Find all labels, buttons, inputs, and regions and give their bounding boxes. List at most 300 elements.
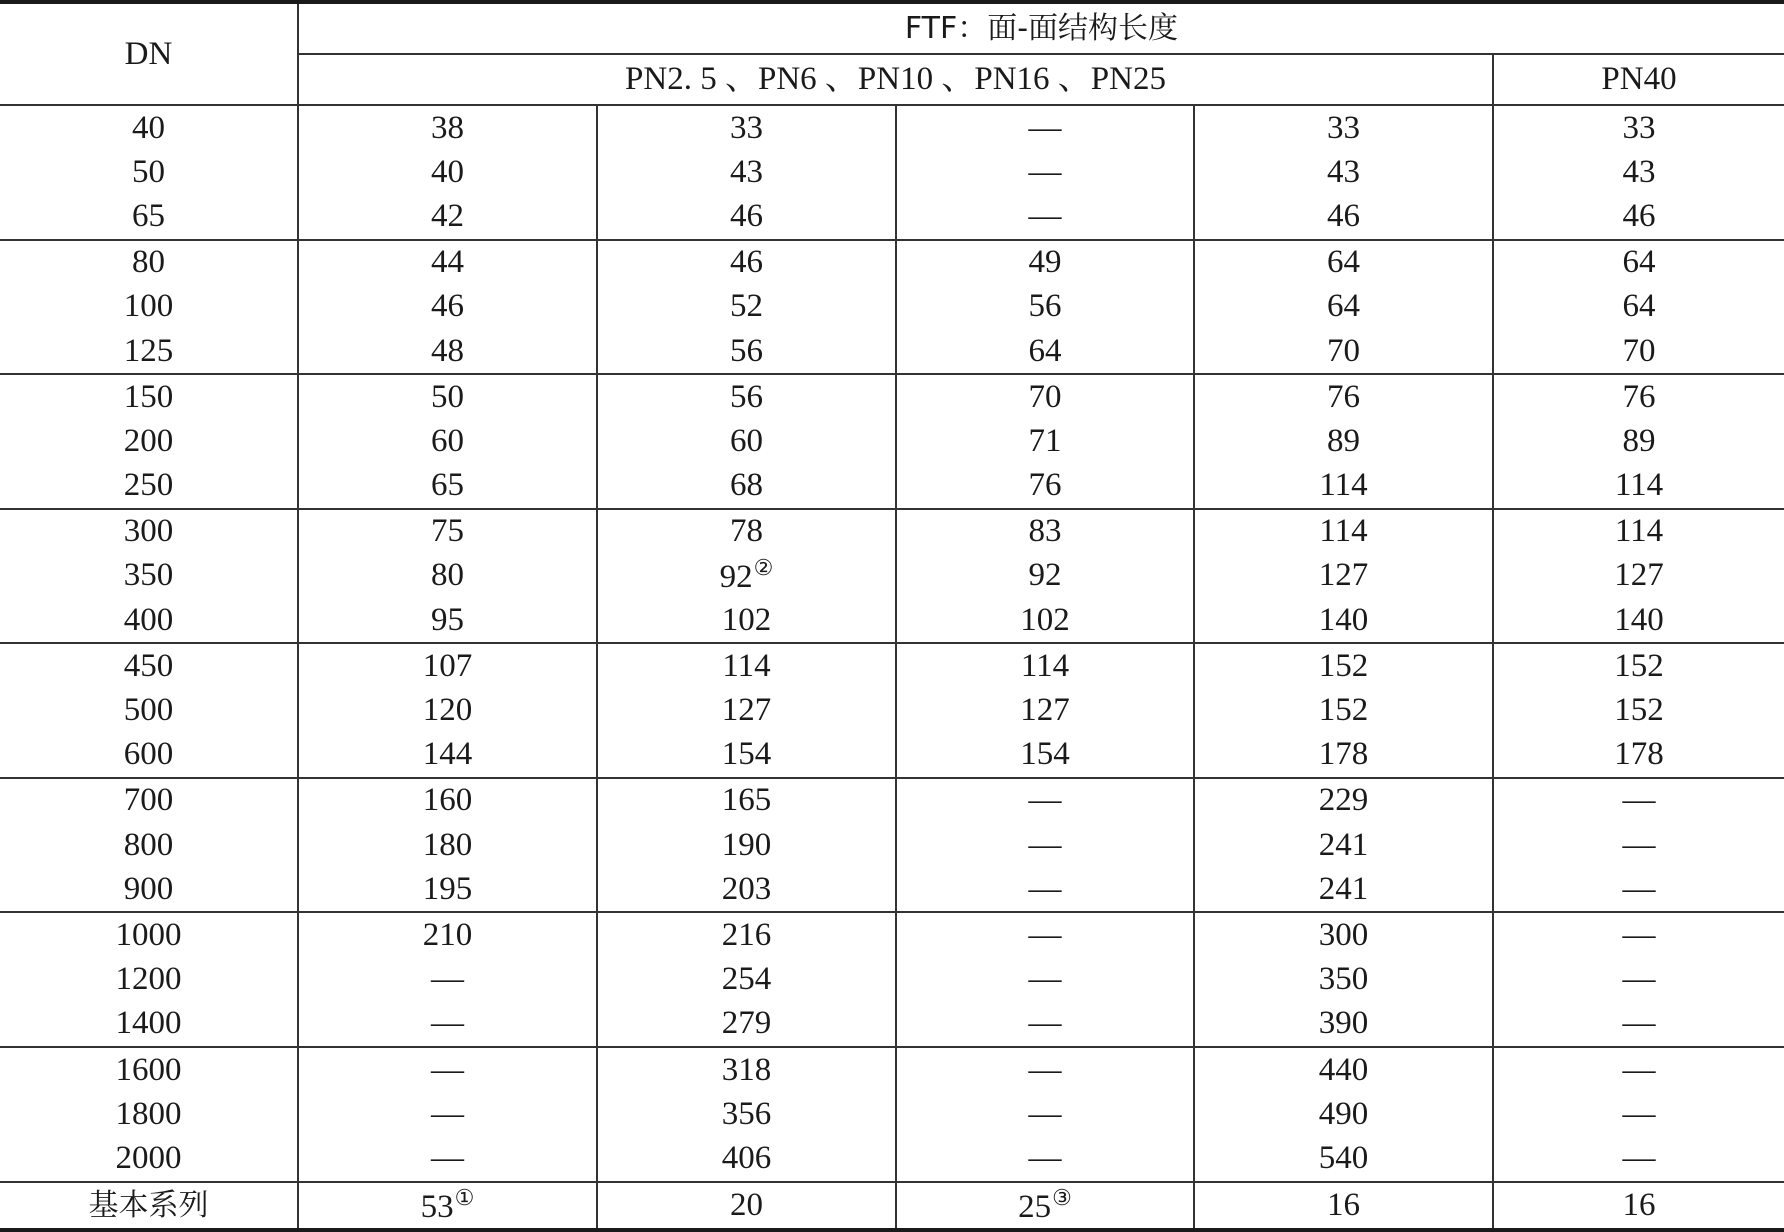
pn40-cell — [1493, 150, 1784, 194]
cell-value: 65 — [132, 197, 165, 234]
cell-value: 33 — [1327, 109, 1360, 146]
ftf-col4-cell — [1194, 150, 1493, 194]
ftf-col1-cell — [298, 1136, 597, 1181]
ftf-header-label: FTF：面-面结构长度 — [904, 11, 1179, 46]
ftf-col3-cell — [896, 688, 1194, 732]
cell-value: 154 — [721, 736, 772, 773]
ftf-col1-cell — [298, 733, 597, 778]
cell-value: — — [1028, 782, 1062, 819]
pn-group-header: PN2. 5 、PN6 、PN10 、PN16 、PN25 — [298, 54, 1493, 105]
ftf-col4-cell — [1194, 329, 1493, 374]
ftf-col3-cell — [896, 867, 1194, 912]
ftf-col4-cell — [1194, 958, 1493, 1002]
dn-cell — [0, 509, 298, 554]
cell-value: 43 — [730, 153, 763, 190]
ftf-col4-cell — [1194, 1002, 1493, 1047]
dn-cell — [0, 240, 298, 285]
ftf-col1-cell — [298, 374, 597, 419]
cell-value: 1600 — [115, 1051, 182, 1088]
ftf-col3-cell — [896, 554, 1194, 598]
ftf-col2-cell — [597, 464, 896, 509]
cell-value: 178 — [1318, 736, 1369, 773]
cell-value: 16 — [1622, 1186, 1656, 1223]
ftf-col4-cell — [1194, 554, 1493, 598]
table-row — [0, 329, 1784, 374]
ftf-col3-cell — [896, 329, 1194, 374]
cell-value: 400 — [123, 601, 174, 638]
cell-value: 178 — [1614, 736, 1664, 773]
ftf-col1-cell — [298, 150, 597, 194]
cell-value: 165 — [721, 782, 772, 819]
cell-value: 33 — [730, 109, 763, 146]
cell-value: 406 — [721, 1139, 772, 1176]
cell-value: 140 — [1614, 601, 1664, 638]
cell-value: 114 — [1319, 513, 1368, 550]
cell-value: 76 — [1327, 378, 1360, 415]
cell-value: 180 — [422, 826, 473, 863]
cell-value: — — [1622, 826, 1656, 863]
ftf-col4-cell — [1194, 419, 1493, 463]
ftf-col2-cell — [597, 554, 896, 598]
cell-value: 500 — [123, 692, 174, 729]
basic-series-value — [1194, 1182, 1493, 1230]
cell-value: 318 — [721, 1051, 772, 1088]
cell-value: 40 — [132, 109, 165, 146]
dn-cell — [0, 733, 298, 778]
cell-value: 76 — [1622, 378, 1656, 415]
dn-cell — [0, 688, 298, 732]
table-row — [0, 1136, 1784, 1181]
table-row — [0, 823, 1784, 867]
ftf-col2-cell — [597, 509, 896, 554]
ftf-header — [298, 2, 1784, 54]
table-row — [0, 1092, 1784, 1136]
cell-value: 900 — [123, 870, 174, 907]
pn40-cell — [1493, 240, 1784, 285]
cell-value: 127 — [1318, 557, 1369, 594]
pn40-cell — [1493, 778, 1784, 823]
cell-value: — — [431, 961, 464, 998]
cell-value: 56 — [1028, 288, 1062, 325]
ftf-col3-cell — [896, 643, 1194, 688]
basic-series-label-text: 基本系列 — [88, 1187, 209, 1223]
ftf-col1-cell — [298, 1092, 597, 1136]
cell-value: 114 — [1319, 467, 1368, 504]
cell-value: — — [431, 1005, 464, 1042]
ftf-col2-cell — [597, 823, 896, 867]
cell-value: — — [1028, 961, 1062, 998]
ftf-col4-cell — [1194, 598, 1493, 643]
ftf-col2-cell — [597, 867, 896, 912]
cell-value: — — [431, 1095, 464, 1132]
cell-value: 102 — [1020, 601, 1070, 638]
cell-value: 100 — [123, 288, 174, 325]
cell-value: 64 — [1622, 288, 1656, 325]
table-row — [0, 374, 1784, 419]
ftf-col1-cell — [298, 643, 597, 688]
cell-value: 350 — [123, 557, 174, 594]
cell-value: 80 — [132, 244, 165, 281]
ftf-col3-cell — [896, 1002, 1194, 1047]
pn40-cell — [1493, 285, 1784, 329]
cell-value: — — [1622, 1005, 1656, 1042]
cell-value: 92 — [1028, 557, 1062, 594]
pn40-cell — [1493, 419, 1784, 463]
cell-value: 64 — [1327, 288, 1360, 325]
cell-value: 71 — [1028, 422, 1062, 459]
ftf-col3-cell — [896, 958, 1194, 1002]
cell-value: 1200 — [115, 961, 182, 998]
table-row — [0, 285, 1784, 329]
ftf-col2-cell — [597, 105, 896, 150]
basic-series-value — [298, 1182, 597, 1230]
footnote-mark: ① — [454, 1184, 475, 1210]
cell-value: 125 — [123, 332, 174, 369]
ftf-col4-cell — [1194, 1136, 1493, 1181]
table-row — [0, 1047, 1784, 1092]
ftf-col2-cell — [597, 912, 896, 957]
cell-value: 700 — [123, 782, 174, 819]
cell-value: 150 — [123, 378, 174, 415]
basic-series-label — [0, 1182, 298, 1230]
ftf-col4-cell — [1194, 778, 1493, 823]
cell-value: 38 — [431, 109, 464, 146]
cell-value: 127 — [1614, 557, 1664, 594]
cell-value: 64 — [1622, 244, 1656, 281]
dn-cell — [0, 867, 298, 912]
ftf-col3-cell — [896, 105, 1194, 150]
basic-series-row — [0, 1182, 1784, 1230]
pn40-cell — [1493, 464, 1784, 509]
cell-value: 43 — [1327, 153, 1360, 190]
ftf-col3-cell — [896, 1092, 1194, 1136]
table-row — [0, 554, 1784, 598]
dn-cell — [0, 464, 298, 509]
ftf-col2-cell — [597, 598, 896, 643]
table-row — [0, 240, 1784, 285]
cell-value: 46 — [1327, 197, 1360, 234]
cell-value: 53 — [420, 1188, 454, 1225]
ftf-col4-cell — [1194, 464, 1493, 509]
cell-value: 2000 — [115, 1139, 182, 1176]
cell-value: 127 — [721, 692, 772, 729]
ftf-col3-cell — [896, 733, 1194, 778]
cell-value: 46 — [730, 197, 763, 234]
ftf-col3-cell — [896, 150, 1194, 194]
cell-value: 102 — [721, 601, 772, 638]
table-row — [0, 150, 1784, 194]
ftf-col1-cell — [298, 464, 597, 509]
ftf-col2-cell — [597, 329, 896, 374]
ftf-col3-cell — [896, 419, 1194, 463]
ftf-col1-cell — [298, 912, 597, 957]
cell-value: 600 — [123, 736, 174, 773]
pn40-cell — [1493, 1002, 1784, 1047]
table-row — [0, 419, 1784, 463]
table-row — [0, 778, 1784, 823]
cell-value: 70 — [1327, 332, 1360, 369]
ftf-col4-cell — [1194, 194, 1493, 239]
cell-value: 203 — [721, 870, 772, 907]
cell-value: 540 — [1318, 1139, 1369, 1176]
cell-value: 52 — [730, 288, 763, 325]
cell-value: — — [1028, 826, 1062, 863]
ftf-col1-cell — [298, 688, 597, 732]
cell-value: 78 — [730, 513, 763, 550]
cell-value: 241 — [1318, 826, 1369, 863]
cell-value: 152 — [1318, 692, 1369, 729]
cell-value: 152 — [1614, 692, 1664, 729]
cell-value: 450 — [123, 647, 174, 684]
dn-cell — [0, 912, 298, 957]
dn-cell — [0, 285, 298, 329]
cell-value: 64 — [1028, 332, 1062, 369]
pn40-cell — [1493, 643, 1784, 688]
dn-cell — [0, 643, 298, 688]
ftf-col1-cell — [298, 598, 597, 643]
table-row — [0, 598, 1784, 643]
dn-cell — [0, 958, 298, 1002]
cell-value: 356 — [721, 1095, 772, 1132]
pn40-cell — [1493, 329, 1784, 374]
ftf-col3-cell — [896, 194, 1194, 239]
dn-cell — [0, 194, 298, 239]
pn40-cell — [1493, 958, 1784, 1002]
cell-value: 114 — [722, 647, 771, 684]
cell-value: — — [1028, 1095, 1062, 1132]
ftf-col2-cell — [597, 1047, 896, 1092]
ftf-col3-cell — [896, 598, 1194, 643]
cell-value: 64 — [1327, 244, 1360, 281]
ftf-col2-cell — [597, 688, 896, 732]
cell-value: 114 — [1614, 513, 1664, 550]
ftf-col1-cell — [298, 194, 597, 239]
cell-value: 76 — [1028, 467, 1062, 504]
cell-value: 89 — [1327, 422, 1360, 459]
ftf-col1-cell — [298, 958, 597, 1002]
cell-value: 350 — [1318, 961, 1369, 998]
table-row — [0, 867, 1784, 912]
dn-cell — [0, 823, 298, 867]
cell-value: 50 — [431, 378, 464, 415]
cell-value: 160 — [422, 782, 473, 819]
ftf-col4-cell — [1194, 733, 1493, 778]
cell-value: 33 — [1622, 109, 1656, 146]
cell-value: — — [1028, 109, 1062, 146]
cell-value: 152 — [1614, 647, 1664, 684]
ftf-col1-cell — [298, 778, 597, 823]
cell-value: 210 — [422, 916, 473, 953]
cell-value: 44 — [431, 244, 464, 281]
cell-value: 195 — [422, 870, 473, 907]
cell-value: 68 — [730, 467, 763, 504]
table-row — [0, 958, 1784, 1002]
dn-header: DN — [0, 2, 298, 105]
pn40-cell — [1493, 1047, 1784, 1092]
cell-value: — — [1622, 782, 1656, 819]
table-row — [0, 509, 1784, 554]
cell-value: 216 — [721, 916, 772, 953]
ftf-col1-cell — [298, 329, 597, 374]
cell-value: — — [1622, 1051, 1656, 1088]
cell-value: 140 — [1318, 601, 1369, 638]
ftf-col1-cell — [298, 105, 597, 150]
cell-value: 120 — [422, 692, 473, 729]
ftf-col4-cell — [1194, 643, 1493, 688]
cell-value: 250 — [123, 467, 174, 504]
pn40-cell — [1493, 867, 1784, 912]
dn-cell — [0, 329, 298, 374]
cell-value: 56 — [730, 378, 763, 415]
cell-value: 60 — [730, 422, 763, 459]
ftf-col3-cell — [896, 823, 1194, 867]
ftf-col4-cell — [1194, 912, 1493, 957]
cell-value: 190 — [721, 826, 772, 863]
cell-value: 16 — [1327, 1186, 1360, 1223]
cell-value: — — [1622, 870, 1656, 907]
table-row — [0, 194, 1784, 239]
ftf-col3-cell — [896, 240, 1194, 285]
ftf-col2-cell — [597, 778, 896, 823]
pn40-cell — [1493, 554, 1784, 598]
cell-value: 279 — [721, 1005, 772, 1042]
ftf-col1-cell — [298, 419, 597, 463]
table-row — [0, 733, 1784, 778]
cell-value: 70 — [1622, 332, 1656, 369]
cell-value: 75 — [431, 513, 464, 550]
pn40-header: PN40 — [1493, 54, 1784, 105]
cell-value: — — [1622, 916, 1656, 953]
cell-value: 43 — [1622, 153, 1656, 190]
pn40-cell — [1493, 509, 1784, 554]
ftf-col1-cell — [298, 285, 597, 329]
ftf-col1-cell — [298, 823, 597, 867]
ftf-col4-cell — [1194, 867, 1493, 912]
basic-series-value — [896, 1182, 1194, 1230]
ftf-col1-cell — [298, 554, 597, 598]
cell-value: 50 — [132, 153, 165, 190]
pn40-cell — [1493, 733, 1784, 778]
ftf-col3-cell — [896, 912, 1194, 957]
cell-value: 154 — [1020, 736, 1070, 773]
pn40-cell — [1493, 823, 1784, 867]
cell-value: 127 — [1020, 692, 1070, 729]
ftf-col4-cell — [1194, 1092, 1493, 1136]
pn40-cell — [1493, 598, 1784, 643]
ftf-col3-cell — [896, 509, 1194, 554]
cell-value: — — [1028, 1005, 1062, 1042]
cell-value: 114 — [1020, 647, 1070, 684]
cell-value: — — [1622, 1095, 1656, 1132]
basic-series-value — [1493, 1182, 1784, 1230]
dn-cell — [0, 554, 298, 598]
ftf-col4-cell — [1194, 688, 1493, 732]
cell-value: 46 — [730, 244, 763, 281]
pn40-cell — [1493, 1092, 1784, 1136]
pn40-cell — [1493, 374, 1784, 419]
cell-value: 440 — [1318, 1051, 1369, 1088]
footnote-mark: ② — [753, 555, 774, 581]
table-row — [0, 688, 1784, 732]
dn-cell — [0, 1136, 298, 1181]
cell-value: — — [1028, 916, 1062, 953]
ftf-col4-cell — [1194, 285, 1493, 329]
cell-value: 89 — [1622, 422, 1656, 459]
dn-cell — [0, 598, 298, 643]
table-row — [0, 1002, 1784, 1047]
cell-value: 83 — [1028, 513, 1062, 550]
cell-value: 92 — [719, 559, 753, 596]
ftf-col4-cell — [1194, 823, 1493, 867]
cell-value: 70 — [1028, 378, 1062, 415]
table-row — [0, 105, 1784, 150]
cell-value: 107 — [422, 647, 473, 684]
ftf-col4-cell — [1194, 240, 1493, 285]
dn-cell — [0, 1092, 298, 1136]
cell-value: 254 — [721, 961, 772, 998]
dn-cell — [0, 778, 298, 823]
ftf-col1-cell — [298, 1047, 597, 1092]
pn40-cell — [1493, 194, 1784, 239]
dn-cell — [0, 1002, 298, 1047]
cell-value: — — [1622, 961, 1656, 998]
cell-value: — — [1028, 153, 1062, 190]
ftf-col2-cell — [597, 958, 896, 1002]
cell-value: 95 — [431, 601, 464, 638]
header-row-1 — [0, 2, 1784, 54]
cell-value: 1800 — [115, 1095, 182, 1132]
ftf-col2-cell — [597, 194, 896, 239]
cell-value: 144 — [422, 736, 473, 773]
ftf-col2-cell — [597, 1136, 896, 1181]
pn40-cell — [1493, 688, 1784, 732]
cell-value: 20 — [730, 1186, 763, 1223]
table-row — [0, 643, 1784, 688]
cell-value: 390 — [1318, 1005, 1369, 1042]
ftf-col3-cell — [896, 285, 1194, 329]
ftf-col1-cell — [298, 509, 597, 554]
basic-series-value — [597, 1182, 896, 1230]
ftf-col1-cell — [298, 1002, 597, 1047]
cell-value: 56 — [730, 332, 763, 369]
cell-value: — — [431, 1051, 464, 1088]
footnote-mark: ③ — [1052, 1184, 1072, 1210]
ftf-col1-cell — [298, 240, 597, 285]
ftf-col3-cell — [896, 464, 1194, 509]
cell-value: 65 — [431, 467, 464, 504]
ftf-col4-cell — [1194, 509, 1493, 554]
ftf-col2-cell — [597, 240, 896, 285]
cell-value: 200 — [123, 422, 174, 459]
cell-value: 800 — [123, 826, 174, 863]
cell-value: 229 — [1318, 782, 1369, 819]
cell-value: 241 — [1318, 870, 1369, 907]
ftf-col4-cell — [1194, 374, 1493, 419]
cell-value: 490 — [1318, 1095, 1369, 1132]
dn-cell — [0, 150, 298, 194]
ftf-col3-cell — [896, 1136, 1194, 1181]
ftf-col2-cell — [597, 419, 896, 463]
cell-value: 1000 — [115, 916, 182, 953]
ftf-col2-cell — [597, 285, 896, 329]
ftf-col2-cell — [597, 643, 896, 688]
cell-value: 1400 — [115, 1005, 182, 1042]
dn-cell — [0, 419, 298, 463]
cell-value: 42 — [431, 197, 464, 234]
table-row — [0, 464, 1784, 509]
cell-value: 80 — [431, 557, 464, 594]
ftf-col2-cell — [597, 374, 896, 419]
